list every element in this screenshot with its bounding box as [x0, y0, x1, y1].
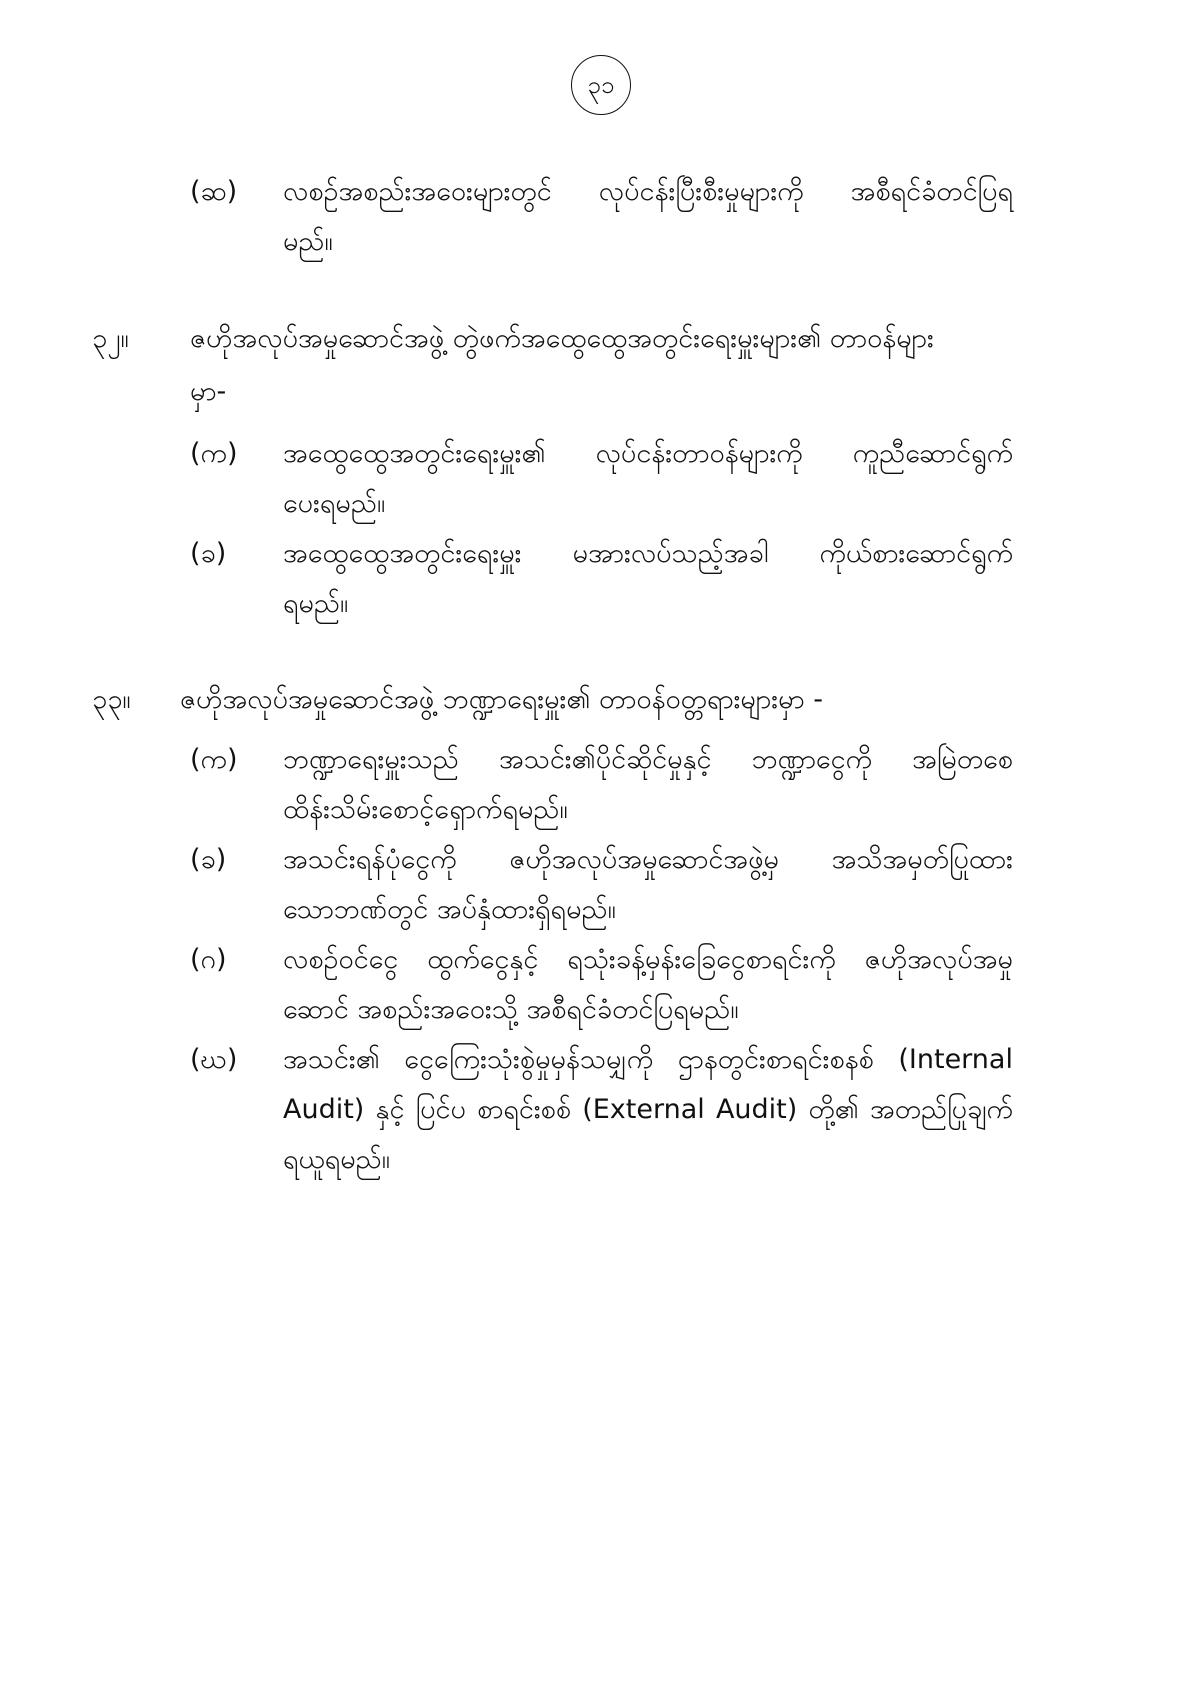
item-word: အသိအမှတ်ပြုထား [831, 844, 1013, 875]
item-word: Audit) [283, 1094, 365, 1125]
item-word: နှင့် [375, 1094, 405, 1125]
item-word: လစဉ်ဝင်ငွေ [283, 944, 399, 975]
item-marker: (က) [190, 744, 238, 775]
item-word: ဌာနတွင်းစာရင်းစနစ် [677, 1044, 874, 1075]
item-word: အတည်ပြုချက် [869, 1094, 1013, 1125]
item-word: ပြင်ပ [415, 1094, 466, 1125]
section-number: ၃၂။ [92, 323, 129, 354]
item-word: ဇဟိုအလုပ်အမှု [864, 944, 1013, 975]
item-text-line [283, 1096, 1013, 1123]
item-word: အမြဲတစေ [912, 744, 1013, 775]
item-marker: (ဃ) [190, 1044, 238, 1075]
item-marker: (ခ) [190, 844, 227, 875]
item-word: (External [582, 1094, 705, 1125]
item-text-line [283, 946, 1013, 973]
page-number-text: ၃၁ [587, 71, 615, 99]
item-text-line [283, 540, 1013, 567]
section-heading: မှာ- [190, 376, 227, 407]
item-text-line [283, 846, 1013, 873]
item-word: ဘဏ္ဍာငွေကို [751, 744, 872, 775]
item-text-line [283, 746, 1013, 773]
item-word: ဇဟိုအလုပ်အမှုဆောင်အဖွဲ့မှ [509, 844, 779, 875]
section-heading: ဇဟိုအလုပ်အမှုဆောင်အဖွဲ့ တွဲဖက်အထွေထွေအတွင်းရေးမှူးများ၏ တာဝန်များ [190, 323, 934, 354]
item-word: ကိုယ်စားဆောင်ရွက် [819, 538, 1013, 569]
item-word: လုပ်ငန်းတာဝန်များကို [595, 438, 803, 469]
item-text-line [283, 440, 1013, 467]
item-word: အသင်း၏ပိုင်ဆိုင်မှုနှင့် [498, 744, 712, 775]
item-marker: (ခ) [190, 538, 227, 569]
section-heading: ဇဟိုအလုပ်အမှုဆောင်အဖွဲ့ ဘဏ္ဍာရေးမှူး၏ တာဝန်ဝတ္တရားများမှာ - [180, 684, 823, 715]
item-word: အထွေထွေအတွင်းရေးမှူး၏ [283, 438, 546, 469]
page-number [571, 55, 631, 115]
item-word: Audit) [715, 1094, 798, 1125]
item-text-line: ထိန်းသိမ်းစောင့်ရှောက်ရမည်။ [283, 794, 568, 825]
item-word: မအားလပ်သည့်အခါ [572, 538, 769, 569]
item-word: ကူညီဆောင်ရွက် [852, 438, 1013, 469]
item-word: ထွက်ငွေနှင့် [427, 944, 539, 975]
item-word: ငွေကြေးသုံးစွဲမှုမှန်သမျှကို [404, 1044, 654, 1075]
item-word: အသင်းရန်ပုံငွေကို [283, 844, 457, 875]
item-word: ဘဏ္ဍာရေးမှူးသည် [283, 744, 459, 775]
item-marker: (ဂ) [190, 944, 227, 975]
item-marker: (က) [190, 438, 238, 469]
item-word: အစီရင်ခံတင်ပြရ [850, 176, 1013, 207]
item-text-line: ရယူရမည်။ [283, 1144, 390, 1175]
item-word: ရသုံးခန့်မှန်းခြေငွေစာရင်းကို [567, 944, 836, 975]
item-text-line [283, 178, 1013, 205]
section-number: ၃၃။ [92, 684, 131, 715]
item-word: စာရင်းစစ် [477, 1094, 572, 1125]
item-text-line: ဆောင် အစည်းအဝေးသို့ အစီရင်ခံတင်ပြရမည်။ [283, 994, 739, 1025]
item-text-line: ပေးရမည်။ [283, 488, 386, 519]
item-word: တို့၏ [808, 1094, 859, 1125]
item-text-line [283, 1046, 1013, 1073]
item-text-line: သောဘဏ်တွင် အပ်နှံထားရှိရမည်။ [283, 894, 616, 925]
item-word: အထွေထွေအတွင်းရေးမှူး [283, 538, 522, 569]
item-text-line: မည်။ [283, 226, 333, 257]
item-text-line: ရမည်။ [283, 588, 349, 619]
item-word: လုပ်ငန်းပြီးစီးမှုများကို [598, 176, 804, 207]
item-word: (Internal [898, 1044, 1013, 1075]
item-marker: (ဆ) [190, 176, 238, 207]
item-word: လစဉ်အစည်းအဝေးများတွင် [283, 176, 552, 207]
item-word: အသင်း၏ [283, 1044, 380, 1075]
